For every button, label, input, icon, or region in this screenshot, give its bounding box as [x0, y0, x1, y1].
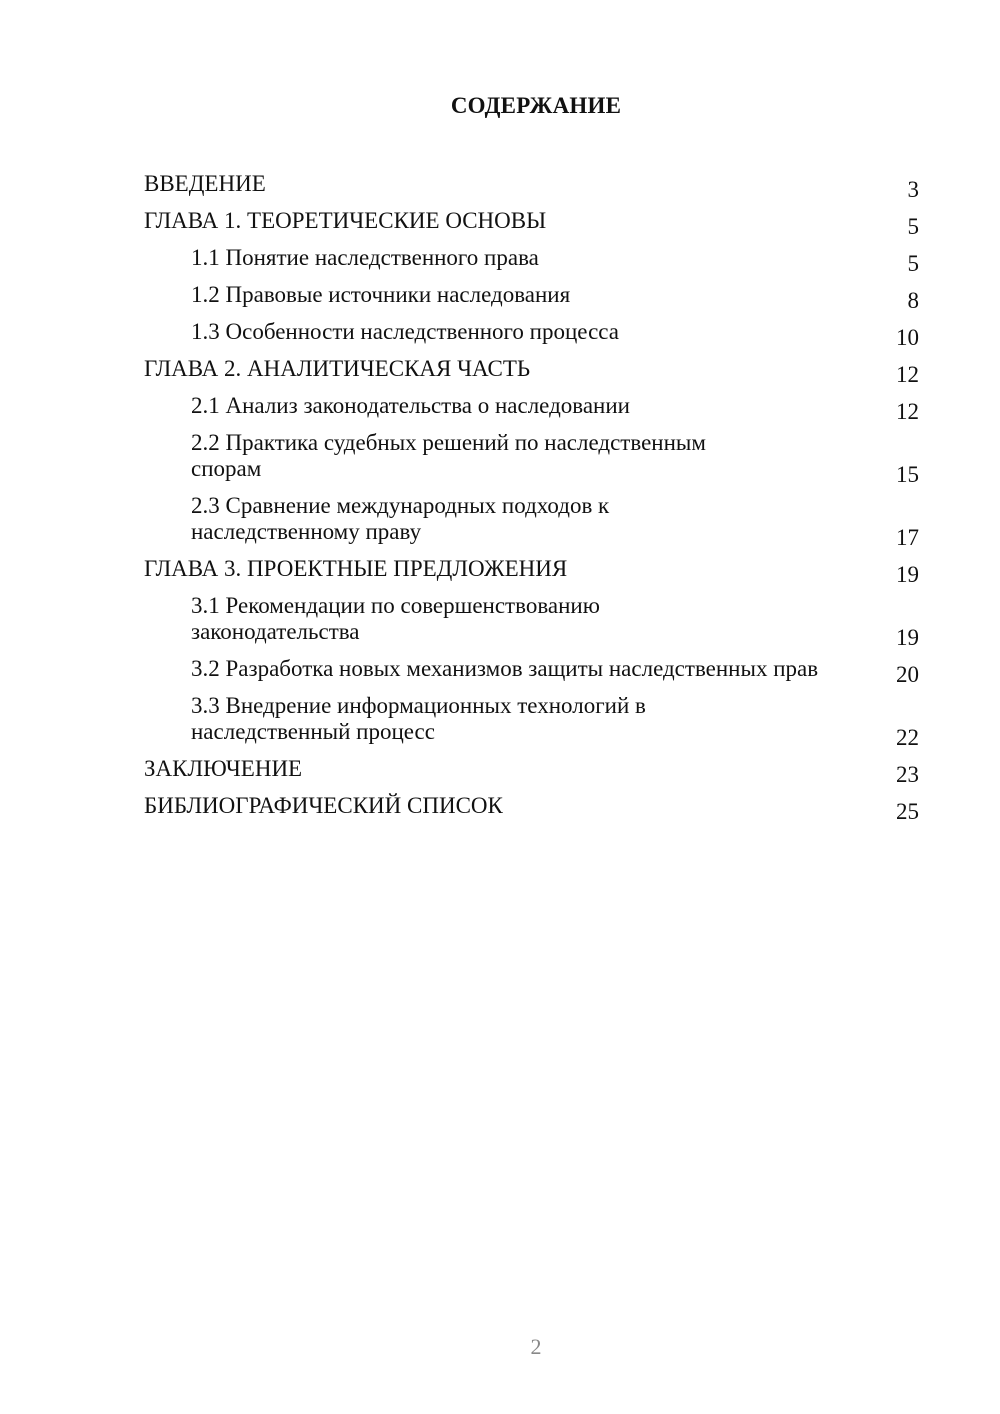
- toc-entry-label: 1.3 Особенности наследственного процесса: [191, 319, 619, 344]
- toc-entry-page: 23: [896, 762, 919, 787]
- toc-entry-section-1-3[interactable]: [144, 314, 919, 351]
- toc-entry-label: 2.1 Анализ законодательства о наследовании: [191, 393, 630, 418]
- toc-entry-conclusion[interactable]: [144, 751, 919, 788]
- toc-title: СОДЕРЖАНИЕ: [450, 93, 622, 118]
- toc-entry-page: 15: [896, 462, 919, 487]
- toc-entry-page: 3: [907, 177, 919, 202]
- toc-entry-page: 22: [896, 725, 919, 750]
- toc-entry-label: БИБЛИОГРАФИЧЕСКИЙ СПИСОК: [144, 793, 503, 818]
- toc-entry-chapter-2[interactable]: [144, 351, 919, 388]
- toc-entry-label: ГЛАВА 3. ПРОЕКТНЫЕ ПРЕДЛОЖЕНИЯ: [144, 556, 568, 581]
- toc-entry-page: 17: [896, 525, 919, 550]
- toc-entry-label: ЗАКЛЮЧЕНИЕ: [144, 756, 303, 781]
- toc-entry-label: 3.3 Внедрение информационных технологий в наследственный процесс: [191, 693, 646, 744]
- page-number: 2: [530, 1334, 542, 1359]
- toc-entry-section-2-3[interactable]: [144, 488, 919, 551]
- toc-entry-page: 19: [896, 625, 919, 650]
- toc-entry-page: 12: [896, 362, 919, 387]
- toc-entry-section-2-2[interactable]: [144, 425, 919, 488]
- toc-entry-section-2-1[interactable]: [144, 388, 919, 425]
- toc-entry-bibliography[interactable]: [144, 788, 919, 825]
- toc-entry-section-1-1[interactable]: [144, 240, 919, 277]
- toc-entry-page: 12: [896, 399, 919, 424]
- toc-entry-label: 3.2 Разработка новых механизмов защиты наследственных прав: [191, 656, 819, 681]
- toc-entry-page: 5: [907, 251, 919, 276]
- toc-entry-chapter-3[interactable]: [144, 551, 919, 588]
- toc-entry-section-3-2[interactable]: [144, 651, 919, 688]
- toc-entry-page: 25: [896, 799, 919, 824]
- toc-entry-chapter-1[interactable]: [144, 203, 919, 240]
- toc-entry-page: 19: [896, 562, 919, 587]
- table-of-contents: [144, 166, 919, 825]
- toc-entry-page: 20: [896, 662, 919, 687]
- toc-entry-page: 10: [896, 325, 919, 350]
- toc-entry-label: ВВЕДЕНИЕ: [144, 171, 266, 196]
- toc-entry-label: ГЛАВА 2. АНАЛИТИЧЕСКАЯ ЧАСТЬ: [144, 356, 531, 381]
- toc-entry-section-3-3[interactable]: [144, 688, 919, 751]
- toc-entry-page: 8: [907, 288, 919, 313]
- toc-entry-introduction[interactable]: [144, 166, 919, 203]
- toc-entry-label: ГЛАВА 1. ТЕОРЕТИЧЕСКИЕ ОСНОВЫ: [144, 208, 547, 233]
- toc-entry-label: 2.3 Сравнение международных подходов к наследственному праву: [191, 493, 610, 544]
- toc-entry-section-3-1[interactable]: [144, 588, 919, 651]
- toc-entry-page: 5: [907, 214, 919, 239]
- toc-entry-label: 2.2 Практика судебных решений по наследственным спорам: [191, 430, 706, 481]
- toc-entry-label: 1.2 Правовые источники наследования: [191, 282, 571, 307]
- toc-entry-label: 3.1 Рекомендации по совершенствованию законодательства: [191, 593, 600, 644]
- toc-entry-section-1-2[interactable]: [144, 277, 919, 314]
- toc-entry-label: 1.1 Понятие наследственного права: [191, 245, 539, 270]
